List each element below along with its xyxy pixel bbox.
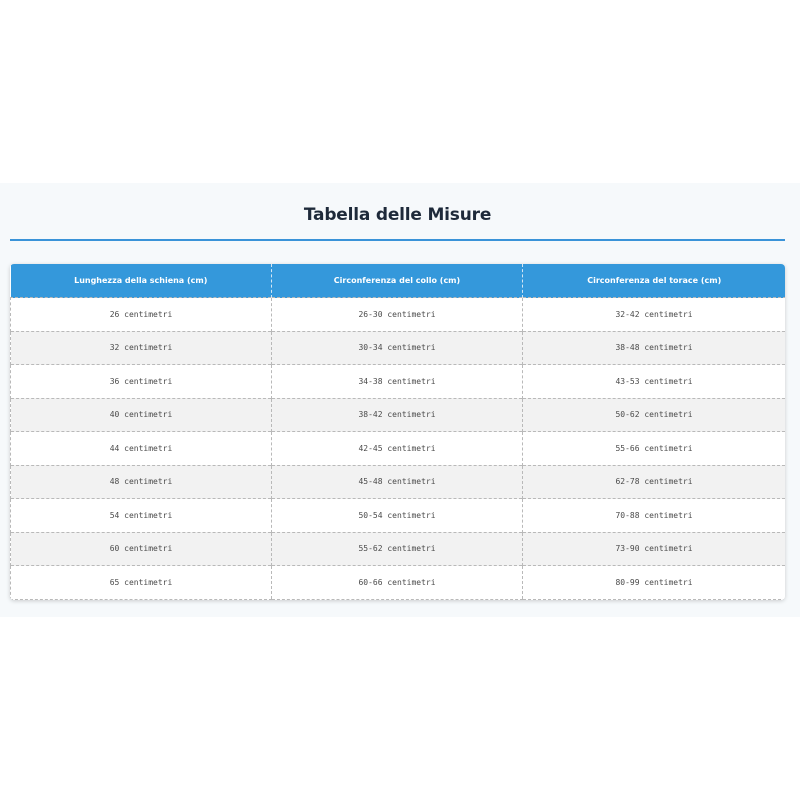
table-cell-chest-circumference: 70-88 centimetri — [523, 499, 786, 533]
table-row — [11, 331, 786, 365]
table-cell-back-length: 54 centimetri — [11, 499, 272, 533]
column-header-chest-circumference: Circonferenza del torace (cm) — [523, 264, 786, 298]
column-header-back-length: Lunghezza della schiena (cm) — [11, 264, 272, 298]
table-cell-neck-circumference: 50-54 centimetri — [272, 499, 523, 533]
table-cell-back-length: 60 centimetri — [11, 532, 272, 566]
table-cell-back-length: 40 centimetri — [11, 398, 272, 432]
table-cell-back-length: 32 centimetri — [11, 331, 272, 365]
table-row — [11, 566, 786, 600]
table-cell-chest-circumference: 73-90 centimetri — [523, 532, 786, 566]
table-cell-neck-circumference: 42-45 centimetri — [272, 432, 523, 466]
table-row — [11, 398, 786, 432]
table-cell-neck-circumference: 55-62 centimetri — [272, 532, 523, 566]
table-cell-chest-circumference: 32-42 centimetri — [523, 298, 786, 332]
table-cell-neck-circumference: 38-42 centimetri — [272, 398, 523, 432]
table-cell-neck-circumference: 30-34 centimetri — [272, 331, 523, 365]
table-header-row — [11, 264, 786, 298]
table-cell-chest-circumference: 80-99 centimetri — [523, 566, 786, 600]
table-cell-chest-circumference: 50-62 centimetri — [523, 398, 786, 432]
table-row — [11, 532, 786, 566]
table-cell-chest-circumference: 38-48 centimetri — [523, 331, 786, 365]
table-cell-back-length: 48 centimetri — [11, 465, 272, 499]
table-cell-neck-circumference: 26-30 centimetri — [272, 298, 523, 332]
table-cell-chest-circumference: 43-53 centimetri — [523, 365, 786, 399]
table-cell-chest-circumference: 55-66 centimetri — [523, 432, 786, 466]
table-row — [11, 298, 786, 332]
table-row — [11, 465, 786, 499]
table-cell-back-length: 44 centimetri — [11, 432, 272, 466]
table-row — [11, 432, 786, 466]
size-table — [10, 264, 785, 600]
table-cell-back-length: 36 centimetri — [11, 365, 272, 399]
size-chart-panel — [0, 183, 800, 617]
table-cell-neck-circumference: 34-38 centimetri — [272, 365, 523, 399]
title-divider — [10, 239, 785, 241]
size-table-container — [10, 264, 785, 600]
table-row — [11, 365, 786, 399]
table-cell-back-length: 65 centimetri — [11, 566, 272, 600]
table-cell-chest-circumference: 62-78 centimetri — [523, 465, 786, 499]
page-title: Tabella delle Misure — [303, 205, 492, 225]
table-cell-back-length: 26 centimetri — [11, 298, 272, 332]
table-cell-neck-circumference: 60-66 centimetri — [272, 566, 523, 600]
column-header-neck-circumference: Circonferenza del collo (cm) — [272, 264, 523, 298]
table-row — [11, 499, 786, 533]
table-cell-neck-circumference: 45-48 centimetri — [272, 465, 523, 499]
